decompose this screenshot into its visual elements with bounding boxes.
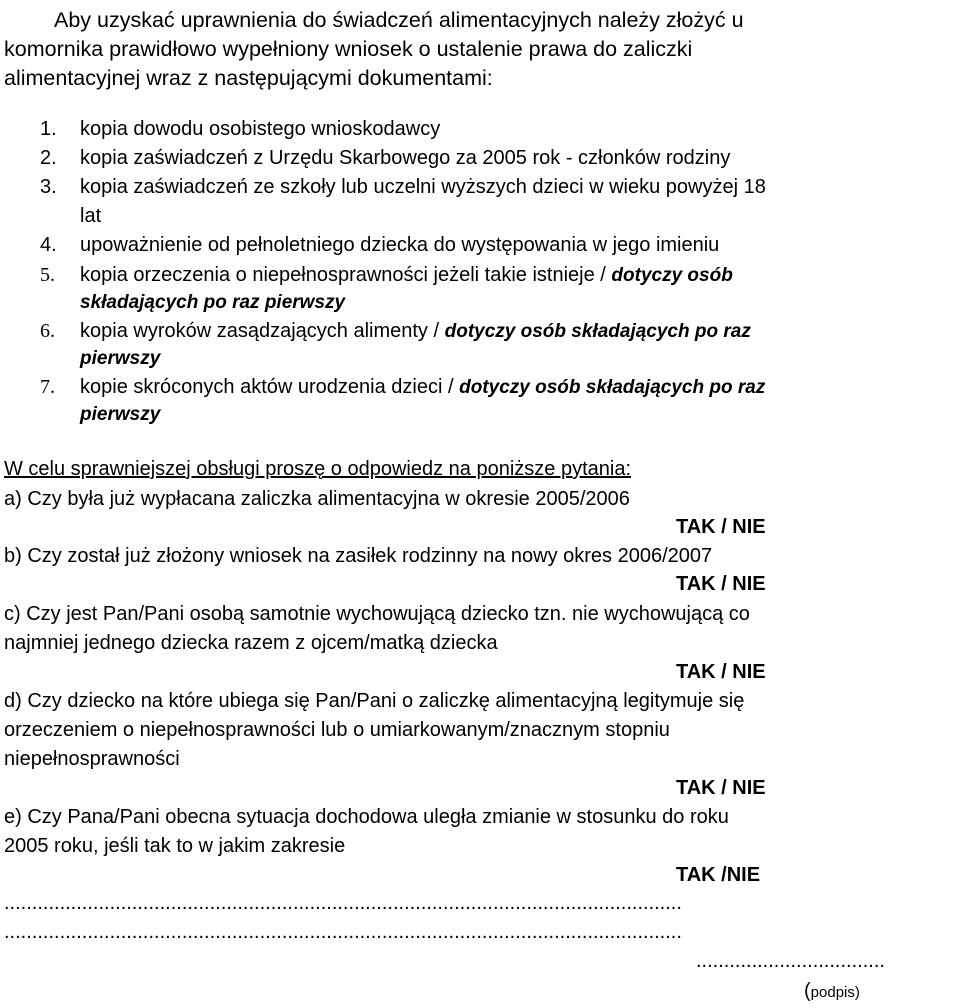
list-item-text: kopia zaświadczeń ze szkoły lub uczelni wyższych dzieci w wieku powyżej 18 xyxy=(80,176,766,198)
question-d-line-3: niepełnosprawności xyxy=(4,748,180,770)
list-item xyxy=(40,264,55,287)
list-item-text xyxy=(80,264,733,287)
list-item-continuation: pierwszy xyxy=(80,348,161,369)
list-item-continuation: lat xyxy=(80,205,102,227)
list-item-note: dotyczy osób składających po raz xyxy=(444,321,751,342)
list-item-continuation: składających po raz pierwszy xyxy=(80,292,346,313)
question-b: b) Czy został już złożony wniosek na zasiłek rodzinny na nowy okres 2006/2007 xyxy=(4,545,713,567)
answer-c: TAK / NIE xyxy=(676,661,766,683)
list-item-text: kopia zaświadczeń z Urzędu Skarbowego za 2005 rok - członków rodziny xyxy=(80,147,731,169)
list-number: 4. xyxy=(40,234,57,256)
answer-d: TAK / NIE xyxy=(676,777,766,799)
list-item-note: dotyczy osób xyxy=(611,265,733,286)
answer-e: TAK /NIE xyxy=(676,864,761,886)
list-item-continuation: pierwszy xyxy=(80,404,161,425)
intro-line-2: komornika prawidłowo wypełniony wniosek o ustalenie prawa do zaliczki xyxy=(4,37,693,61)
list-item-text: kopia dowodu osobistego wnioskodawcy xyxy=(80,118,441,140)
question-c-line-2: najmniej jednego dziecka razem z ojcem/matką dziecka xyxy=(4,632,498,654)
list-item-text xyxy=(80,320,751,343)
list-item xyxy=(40,320,55,343)
signature-label xyxy=(804,980,860,1003)
list-number: 6. xyxy=(40,320,55,342)
list-number: 1. xyxy=(40,118,57,140)
questions-header: W celu sprawniejszej obsługi proszę o odpowiedz na poniższe pytania: xyxy=(4,458,632,480)
question-d-line-2: orzeczeniem o niepełnosprawności lub o umiarkowanym/znacznym stopniu xyxy=(4,719,670,741)
list-item-text: upoważnienie od pełnoletniego dziecka do występowania w jego imieniu xyxy=(80,234,720,256)
list-item-main: kopie skróconych aktów urodzenia dzieci / xyxy=(80,376,460,398)
question-a: a) Czy była już wypłacana zaliczka alimentacyjna w okresie 2005/2006 xyxy=(4,488,630,510)
dotted-line-1: .......................................................................................................................... xyxy=(4,892,682,914)
list-item xyxy=(40,147,57,170)
answer-b: TAK / NIE xyxy=(676,573,766,595)
intro-line-1: Aby uzyskać uprawnienia do świadczeń alimentacyjnych należy złożyć u xyxy=(54,8,744,32)
question-d: d) Czy dziecko na które ubiega się Pan/Pani o zaliczkę alimentacyjną legitymuje się xyxy=(4,690,745,712)
list-item-main: kopia orzeczenia o niepełnosprawności jeżeli takie istnieje / xyxy=(80,264,612,286)
list-number: 3. xyxy=(40,176,57,198)
list-item xyxy=(40,234,57,257)
answer-a: TAK / NIE xyxy=(676,516,766,538)
intro-line-3: alimentacyjnej wraz z następującymi dokumentami: xyxy=(4,66,493,90)
list-item-text xyxy=(80,376,765,399)
signature-word: podpis) xyxy=(810,984,860,1001)
question-c: c) Czy jest Pan/Pani osobą samotnie wychowującą dziecko tzn. nie wychowującą co xyxy=(4,603,750,625)
question-e: e) Czy Pana/Pani obecna sytuacja dochodowa uległa zmianie w stosunku do roku xyxy=(4,806,729,828)
list-item xyxy=(40,176,57,199)
list-item xyxy=(40,118,57,141)
question-e-line-2: 2005 roku, jeśli tak to w jakim zakresie xyxy=(4,835,346,857)
dotted-line-2: .......................................................................................................................... xyxy=(4,921,682,943)
signature-line: .................................. xyxy=(696,950,885,972)
list-item-note: dotyczy osób składających po raz xyxy=(459,377,766,398)
list-number: 7. xyxy=(40,376,55,398)
signature-paren: ( xyxy=(804,980,811,1002)
list-number: 5. xyxy=(40,264,55,286)
list-item xyxy=(40,376,55,399)
list-number: 2. xyxy=(40,147,57,169)
list-item-main: kopia wyroków zasądzających alimenty / xyxy=(80,320,445,342)
